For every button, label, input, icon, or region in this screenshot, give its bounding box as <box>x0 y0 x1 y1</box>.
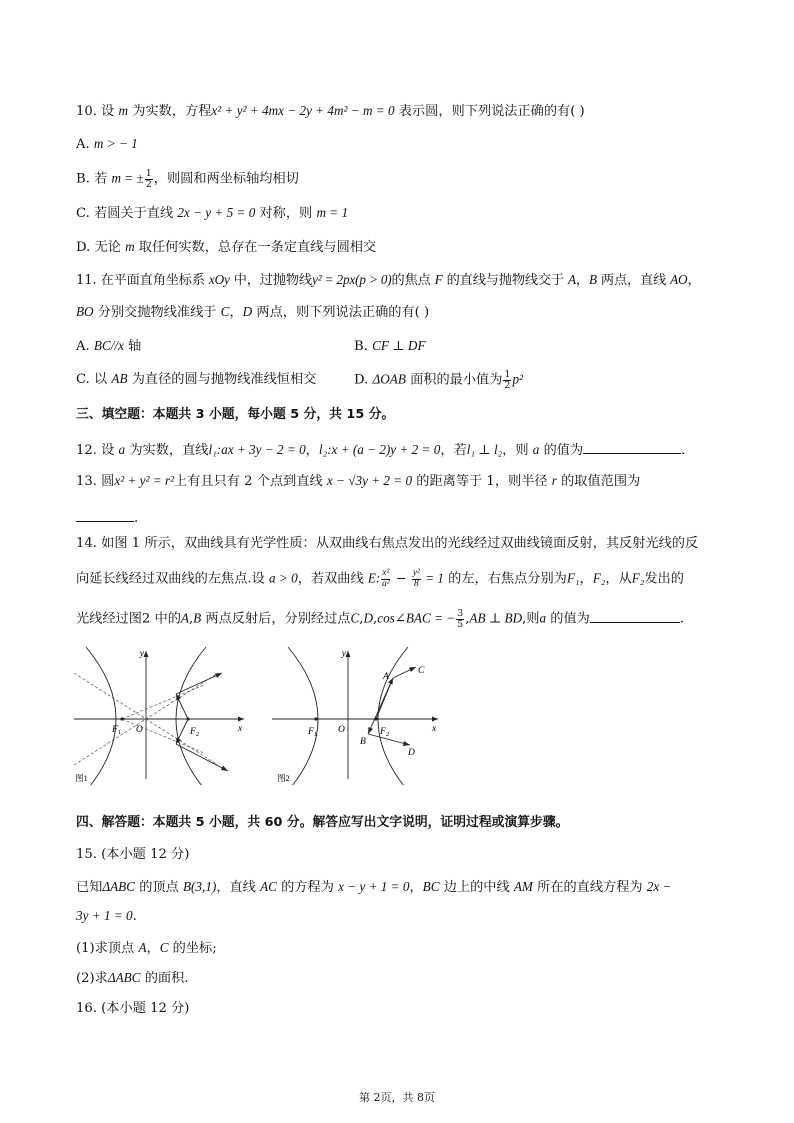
answer-blank <box>590 621 680 623</box>
point-c-label: C <box>418 666 425 676</box>
q11-stem-line1: 11. 在平面直角坐标系 xOy 中，过抛物线y² = 2px(p > 0)的焦点 F 的直线与抛物线交于 A，B 两点，直线 AO， <box>76 272 701 288</box>
q12-stem: 12. 设 a 为实数，直线l₁:ax + 3y − 2 = 0，l₂:x + (a − 2)y + 2 = 0，若l₁ ⊥ l₂，则 a 的值为 . <box>76 442 686 458</box>
section-4-heading: 四、解答题：本题共 5 小题，共 60 分。解答应写出文字说明，证明过程或演算步骤。 <box>76 815 569 830</box>
svg-text:F2: $F_2$ <box>380 727 390 738</box>
q14-stem-line1: 14. 如图 1 所示，双曲线具有光学性质：从双曲线右焦点发出的光线经过双曲线镜面反射，其反射光线的反 <box>76 536 699 551</box>
figure-1-caption: 图1 <box>75 773 88 783</box>
q15-part-2: (2)求ΔABC 的面积. <box>76 970 189 986</box>
q10-option-d: D. 无论 m 取任何实数，总存在一条定直线与圆相交 <box>76 239 377 255</box>
q14-stem-line3: 光线经过图2 中的A,B 两点反射后，分别经过点C,D,cos∠BAC = − $\frac{3}{5}$ ,AB ⊥ BD,则a 的值为 . <box>76 608 685 630</box>
q11-option-c: C. 以 AB 为直径的圆与抛物线准线恒相交 <box>76 371 317 387</box>
q11-stem-line2: BO 分别交抛物线准线于 C，D 两点，则下列说法正确的有( ) <box>76 304 430 320</box>
svg-text:y: y <box>341 649 346 659</box>
point-a-label: A <box>383 672 389 682</box>
svg-text:x: x <box>432 724 437 734</box>
q14-stem-line2: 向延长线经过双曲线的左焦点.设 a > 0，若双曲线 E: $\frac{\text{x²}}{\text{a²}}$ − $\frac{\text{y²}}{8}$ = 1 的左，右焦点分别为F₁，F₂，从F₂发出的 <box>76 568 684 589</box>
q10-stem: 10. 设 m 为实数，方程x² + y² + 4mx − 2y + 4m² − m = 0 表示圆，则下列说法正确的有( ) <box>76 103 585 119</box>
axis-y-label: y <box>139 649 144 659</box>
svg-text:F1: $F_1$ <box>308 727 318 738</box>
q15-stem-line1: 已知ΔABC 的顶点 B(3,1)，直线 AC 的方程为 x − y + 1 = 0，BC 边上的中线 AM 所在的直线方程为 2x − <box>76 879 672 895</box>
q16-heading: 16. (本小题 12 分) <box>76 1001 190 1016</box>
figure-2-caption: 图2 <box>277 773 290 783</box>
q15-heading: 15. (本小题 12 分) <box>76 847 190 862</box>
section-3-heading: 三、填空题：本题共 3 小题，每小题 5 分，共 15 分。 <box>76 407 395 422</box>
q10-option-a: A. m > − 1 <box>76 136 138 152</box>
q11-option-d: D. ΔOAB 面积的最小值为 $\frac{1}{2}$ p² <box>354 369 523 391</box>
q15-stem-line2: 3y + 1 = 0. <box>76 908 137 924</box>
focus-f1-label: $F_1$ <box>112 725 122 736</box>
fraction: $\frac{1}{2}$ <box>145 168 152 190</box>
var-m: m <box>118 103 129 118</box>
q10-option-c: C. 若圆关于直线 2x − y + 5 = 0 对称，则 m = 1 <box>76 205 349 221</box>
q11-option-b: B. CF ⊥ DF <box>354 338 426 354</box>
q13-answer-blank-line: . <box>76 510 138 527</box>
q15-part-1: (1)求顶点 A，C 的坐标; <box>76 940 217 956</box>
answer-blank <box>76 520 134 522</box>
page-footer: 第 2页，共 8页 <box>359 1091 435 1104</box>
axis-x-label: x <box>238 724 243 734</box>
svg-text:O: O <box>338 725 345 735</box>
q13-stem: 13. 圆x² + y² = r²上有且只有 2 个点到直线 x − √3y + 2 = 0 的距离等于 1，则半径 r 的取值范围为 <box>76 473 641 489</box>
focus-f2-label: $F_2$ <box>190 727 200 738</box>
point-d-label: D <box>408 748 415 758</box>
origin-label: O <box>136 725 143 735</box>
q10-option-b: B. 若 m = ± $\frac{1}{2}$ ，则圆和两坐标轴均相切 <box>76 168 299 190</box>
point-b-label: B <box>360 737 366 747</box>
answer-blank <box>583 452 681 454</box>
figure-1 <box>72 645 252 785</box>
figure-2 <box>268 645 448 785</box>
q11-option-a: A. BC//x 轴 <box>76 338 142 354</box>
